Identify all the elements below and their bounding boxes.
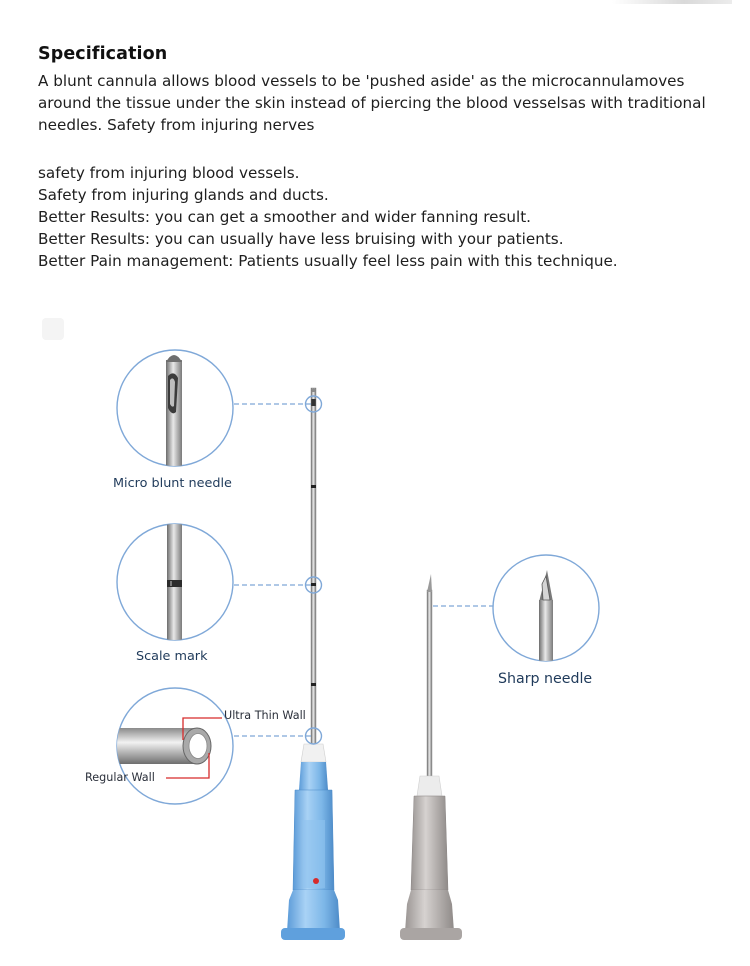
benefit-item: safety from injuring blood vessels.	[38, 164, 300, 182]
label-micro-blunt-needle: Micro blunt needle	[113, 476, 232, 491]
benefit-item: Better Results: you can get a smoother and wider fanning result.	[38, 208, 532, 226]
sharp-hypodermic-needle	[400, 574, 462, 940]
top-divider	[612, 0, 732, 4]
watermark-mark	[42, 318, 64, 340]
callout-sharp-tip	[433, 555, 599, 670]
needle-illustration	[0, 300, 750, 966]
callout-scale-mark	[117, 520, 322, 644]
intro-paragraph: A blunt cannula allows blood vessels to be 'pushed aside' as the microcannulamoves around the tissue under the skin instead of piercing the blood vesselsas with traditional needles. Safety from injuring nerves	[38, 72, 706, 134]
blunt-cannula	[281, 388, 345, 940]
label-scale-mark: Scale mark	[136, 649, 208, 664]
benefits-list	[38, 162, 728, 272]
benefit-item: Better Results: you can usually have less bruising with your patients.	[38, 230, 564, 248]
benefit-item: Safety from injuring glands and ducts.	[38, 186, 329, 204]
label-sharp-needle: Sharp needle	[498, 671, 593, 687]
specification-heading: Specification	[38, 44, 168, 64]
needle-comparison-diagram	[0, 300, 750, 966]
hub-marker-dot	[313, 878, 319, 884]
label-ultra-thin-wall: Ultra Thin Wall	[224, 709, 306, 722]
callout-wall-section	[110, 688, 322, 804]
label-regular-wall: Regular Wall	[85, 771, 155, 784]
specification-section	[38, 44, 728, 272]
benefit-item: Better Pain management: Patients usually feel less pain with this technique.	[38, 252, 618, 270]
callout-micro-blunt	[117, 350, 322, 480]
